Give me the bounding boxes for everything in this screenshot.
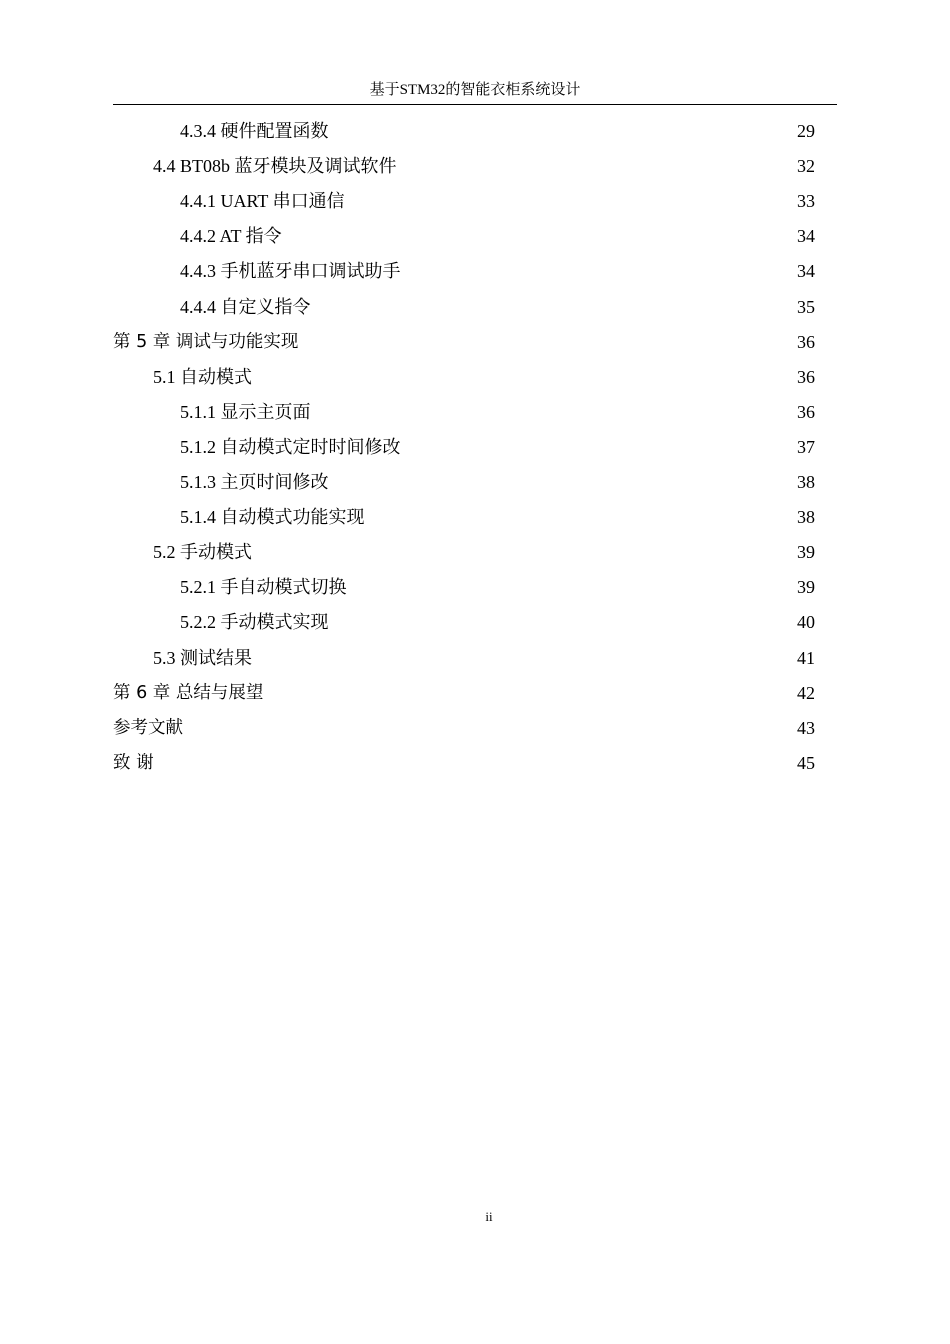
- toc-entry[interactable]: [0, 290, 950, 325]
- toc-entry-page: 40: [797, 612, 815, 633]
- header-rule: [113, 104, 837, 105]
- toc-entry-page: 45: [797, 752, 815, 773]
- toc-entry-title: 5.1 自动模式: [153, 366, 252, 387]
- toc-entry[interactable]: [0, 360, 950, 395]
- toc-entry[interactable]: [0, 395, 950, 430]
- toc-entry[interactable]: [0, 676, 950, 711]
- toc-entry[interactable]: [0, 430, 950, 465]
- running-header: 基于STM32的智能衣柜系统设计: [369, 82, 581, 98]
- toc-entry-page: 36: [797, 401, 815, 422]
- toc-entry[interactable]: [0, 254, 950, 289]
- toc-entry[interactable]: [0, 535, 950, 570]
- toc-entry-title: 5.1.1 显示主页面: [180, 401, 311, 422]
- toc-entry-title: 5.3 测试结果: [153, 647, 252, 668]
- toc-entry[interactable]: [0, 149, 950, 184]
- toc-entry-page: 41: [797, 647, 815, 668]
- toc-entry[interactable]: [0, 465, 950, 500]
- toc-entry-title: 5.1.2 自动模式定时时间修改: [180, 436, 401, 457]
- toc-entry-title: 4.3.4 硬件配置函数: [180, 121, 329, 141]
- toc-entry-page: 39: [797, 542, 815, 563]
- toc-entry-page: 36: [797, 366, 815, 387]
- toc-entry-page: 39: [797, 577, 815, 598]
- toc-entry-title: 4.4 BT08b 蓝牙模块及调试软件: [153, 156, 397, 177]
- toc-entry-title: 4.4.2 AT 指令: [180, 226, 282, 247]
- toc-entry-page: 38: [797, 507, 815, 528]
- toc-entry-title: 5.2.1 手自动模式切换: [180, 577, 347, 598]
- toc-entry-title: 5.2 手动模式: [153, 542, 252, 563]
- toc-entry[interactable]: [0, 711, 950, 746]
- toc-entry-title: 4.4.3 手机蓝牙串口调试助手: [180, 261, 401, 282]
- toc-entry-page: 29: [797, 121, 815, 141]
- toc-entry-title: 4.4.4 自定义指令: [180, 296, 311, 317]
- toc-entry-page: 38: [797, 472, 815, 492]
- toc-entry-page: 37: [797, 436, 815, 457]
- toc-entry[interactable]: [0, 184, 950, 219]
- toc-entry[interactable]: [0, 500, 950, 535]
- toc-entry-title: 5.1.3 主页时间修改: [180, 472, 329, 492]
- toc-entry-page: 34: [797, 261, 815, 282]
- toc-entry-page: 32: [797, 156, 815, 177]
- toc-entry-title: 第 5 章 调试与功能实现: [113, 331, 299, 352]
- toc-entry-title: 5.1.4 自动模式功能实现: [180, 507, 365, 528]
- toc-entry-page: 35: [797, 296, 815, 317]
- page-number: ii: [485, 1209, 493, 1224]
- toc-entry[interactable]: [0, 641, 950, 676]
- toc-entry-title: 4.4.1 UART 串口通信: [180, 191, 345, 212]
- toc-entry-page: 36: [797, 331, 815, 352]
- toc-entry-page: 33: [797, 191, 815, 212]
- toc-entry-title: 致 谢: [113, 752, 154, 773]
- toc-entry-page: 43: [797, 717, 815, 738]
- toc-entry-title: 参考文献: [113, 717, 183, 738]
- toc-entry[interactable]: [0, 219, 950, 254]
- toc-entry-title: 第 6 章 总结与展望: [113, 682, 264, 703]
- toc-entry[interactable]: [0, 746, 950, 781]
- toc-entry-page: 42: [797, 682, 815, 703]
- toc-entry[interactable]: [0, 325, 950, 360]
- toc-entry-title: 5.2.2 手动模式实现: [180, 612, 329, 633]
- toc-entry[interactable]: [0, 570, 950, 605]
- toc-entry[interactable]: [0, 605, 950, 640]
- toc-entry[interactable]: [0, 114, 950, 149]
- toc-entry-page: 34: [797, 226, 815, 247]
